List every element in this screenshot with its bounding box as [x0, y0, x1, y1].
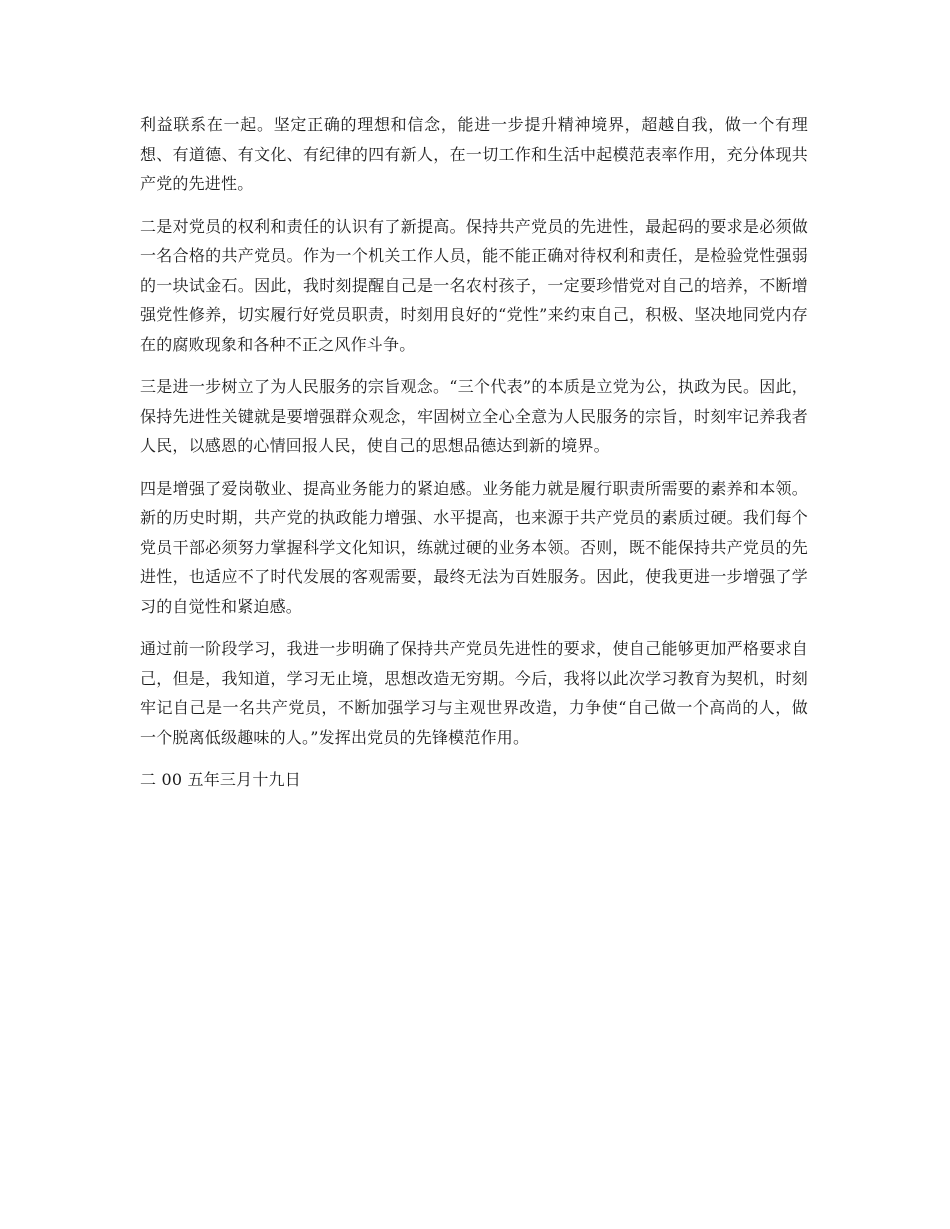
- document-body: [140, 110, 808, 808]
- paragraph-continuation: 利益联系在一起。坚定正确的理想和信念，能进一步提升精神境界，超越自我，做一个有理想、有道德、有文化、有纪律的四有新人，在一切工作和生活中起模范表率作用，充分体现共产党的先进性。: [140, 115, 808, 193]
- paragraph-point-four: 四是增强了爱岗敬业、提高业务能力的紧迫感。业务能力就是履行职责所需要的素养和本领。新的历史时期，共产党的执政能力增强、水平提高，也来源于共产党员的素质过硬。我们每个党员干部必须努力掌握科学文化知识，练就过硬的业务本领。否则，既不能保持共产党员的先进性，也适应不了时代发展的客观需要，最终无法为百姓服务。因此，使我更进一步增强了学习的自觉性和紧迫感。: [140, 478, 808, 616]
- paragraph-conclusion: 通过前一阶段学习，我进一步明确了保持共产党员先进性的要求，使自己能够更加严格要求自己，但是，我知道，学习无止境，思想改造无穷期。今后，我将以此次学习教育为契机，时刻牢记自己是一名共产党员，不断加强学习与主观世界改造，力争使“自己做一个高尚的人，做一个脱离低级趣味的人。”发挥出党员的先锋模范作用。: [140, 639, 808, 747]
- paragraph-point-two: 二是对党员的权利和责任的认识有了新提高。保持共产党员的先进性，最起码的要求是必须做一名合格的共产党员。作为一个机关工作人员，能不能正确对待权利和责任，是检验党性强弱的一块试金石。因此，我时刻提醒自己是一名农村孩子，一定要珍惜党对自己的培养，不断增强党性修养，切实履行好党员职责，时刻用良好的“党性”来约束自己，积极、坚决地同党内存在的腐败现象和各种不正之风作斗争。: [140, 216, 808, 354]
- document-date: 二 00 五年三月十九日: [140, 770, 301, 789]
- paragraph-point-three: 三是进一步树立了为人民服务的宗旨观念。“三个代表”的本质是立党为公，执政为民。因此，保持先进性关键就是要增强群众观念，牢固树立全心全意为人民服务的宗旨，时刻牢记养我者人民，以感恩的心情回报人民，使自己的思想品德达到新的境界。: [140, 377, 808, 455]
